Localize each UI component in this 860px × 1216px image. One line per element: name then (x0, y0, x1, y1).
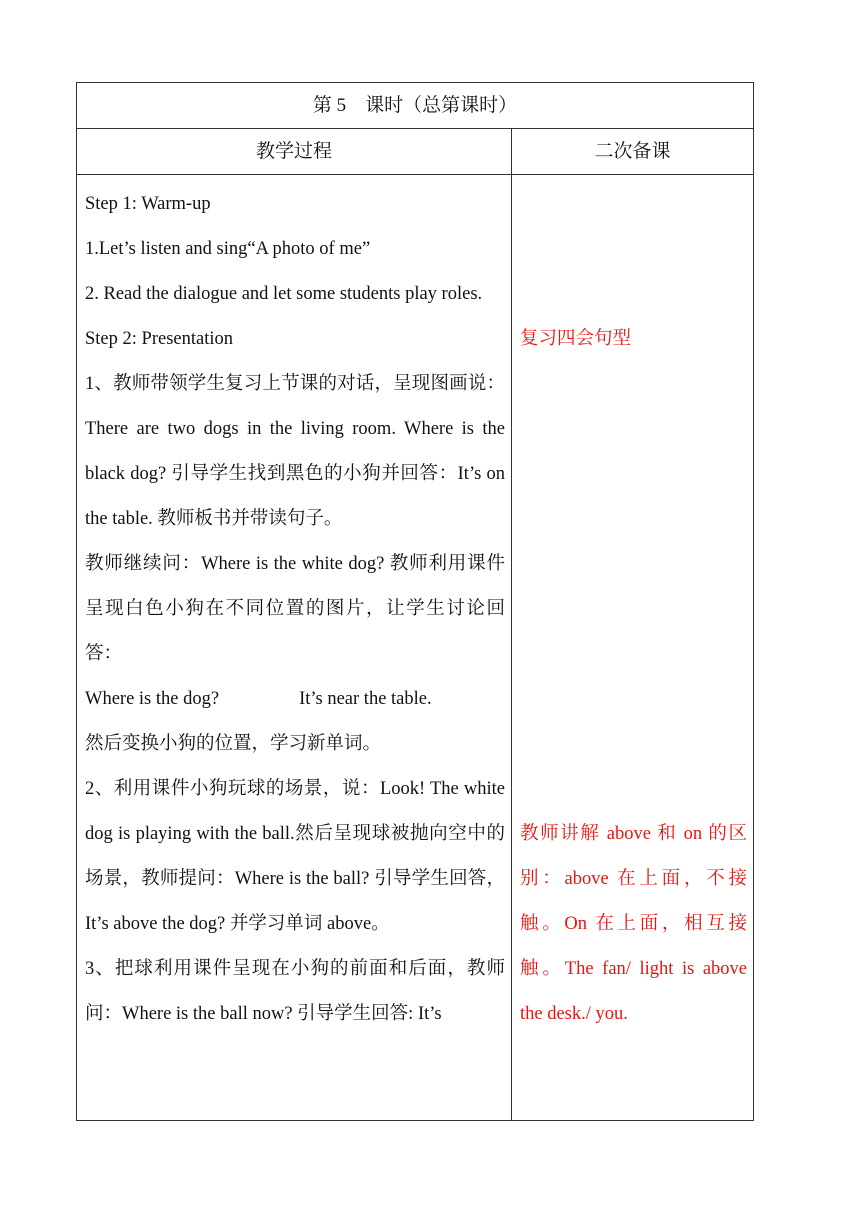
column-header-second-prep: 二次备课 (512, 129, 754, 175)
process-line: 2. Read the dialogue and let some students play roles. (85, 284, 483, 304)
second-prep-cell (512, 175, 754, 1121)
process-line: 1、教师带领学生复习上节课的对话，呈现图画说：There are two dogs in the living room. Where is the black dog? 引导学生找到黑色的小狗并回答：It’s on the table. 教师板书并带读句子。 (85, 374, 505, 529)
column-header-process: 教学过程 (77, 129, 512, 175)
process-line: 然后变换小狗的位置，学习新单词。 (85, 734, 382, 754)
note-review: 复习四会句型 (520, 329, 632, 349)
process-line: 1.Let’s listen and sing“A photo of me” (85, 239, 371, 259)
dialogue-question: Where is the dog? (85, 689, 220, 709)
lesson-plan-table (76, 82, 754, 1121)
lesson-title: 第 5 课时（总第课时） (77, 83, 754, 129)
process-line: Step 1: Warm-up (85, 194, 211, 214)
process-line-dialogue (85, 677, 505, 722)
note-above-on: 教师讲解 above 和 on 的区别：above 在上面，不接触。On 在上面，相互接触。The fan/ light is above the desk./ you. (520, 824, 748, 1024)
process-line: 教师继续问：Where is the white dog? 教师利用课件呈现白色小狗在不同位置的图片，让学生讨论回答： (85, 554, 505, 664)
process-line: Step 2: Presentation (85, 329, 233, 349)
dialogue-answer: It’s near the table. (299, 689, 432, 709)
teaching-process-cell (77, 175, 512, 1121)
process-line: 2、利用课件小狗玩球的场景，说：Look! The white dog is playing with the ball.然后呈现球被抛向空中的场景，教师提问：Where is the ball? 引导学生回答，It’s above the dog? 并学习单词 above。 (85, 779, 505, 934)
process-line: 3、把球利用课件呈现在小狗的前面和后面，教师问：Where is the ball now? 引导学生回答: It’s (85, 959, 505, 1024)
